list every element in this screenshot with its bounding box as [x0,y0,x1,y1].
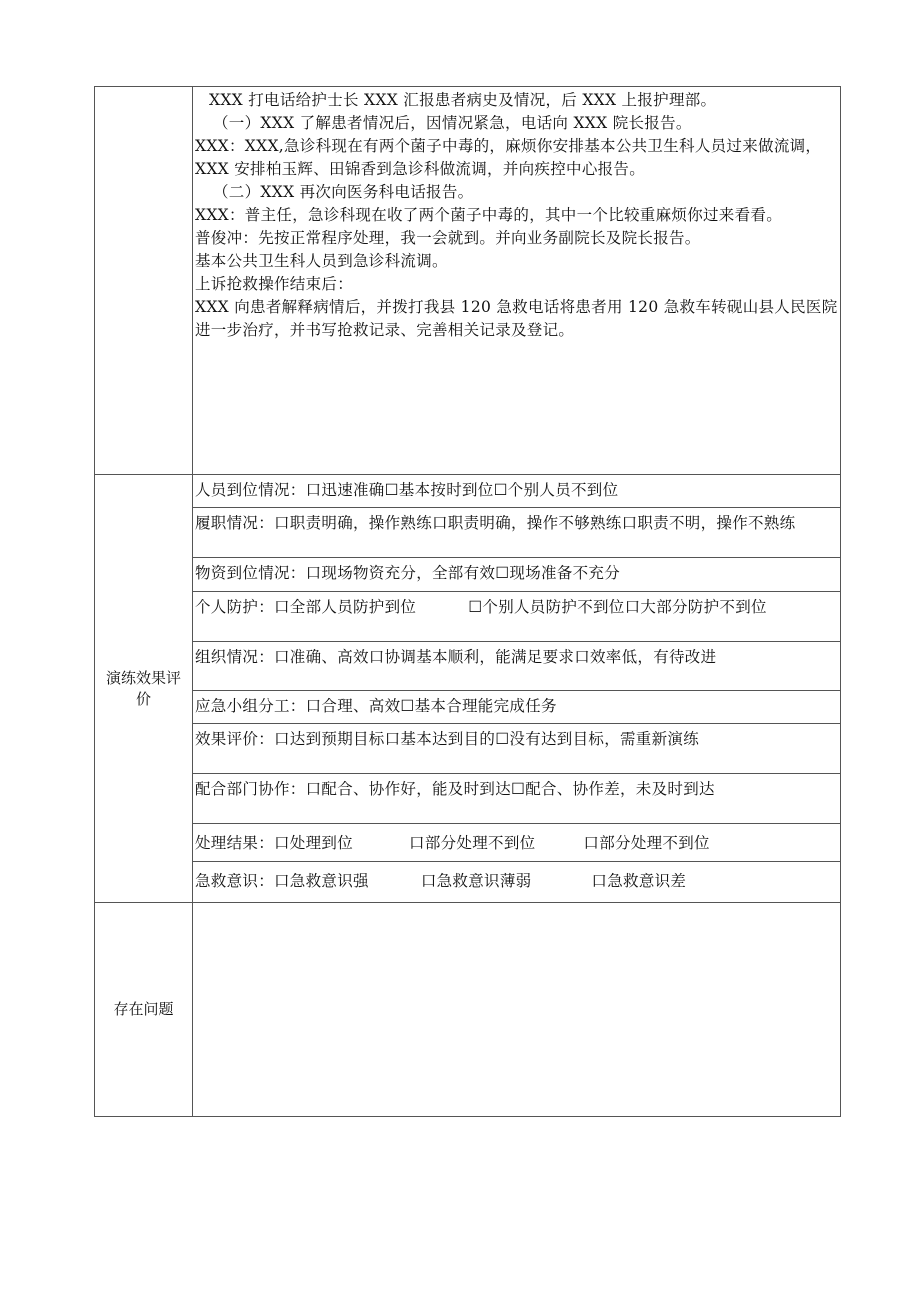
eval-handling-b: 口部分处理不到位 [409,834,536,852]
eval-awareness-b: 口急救意识薄弱 [420,872,532,890]
problems-label: 存在问题 [95,903,193,1117]
narrative-line: 普俊冲：先按正常程序处理，我一会就到。并向业务副院长及院长报告。 [195,229,701,247]
narrative-line: 基本公共卫生科人员到急诊科流调。 [195,252,448,270]
narrative-line: XXX：XXX,急诊科现在有两个菌子中毒的，麻烦你安排基本公共卫生科人员过来做流调，XXX 安排柏玉辉、田锦香到急诊科做流调，并向疾控中心报告。 [195,137,822,178]
eval-row [95,691,841,724]
narrative-line: （一）XXX 了解患者情况后，因情况紧急，电话向 XXX 院长报告。 [213,114,692,132]
eval-protection-part-b: ☐个别人员防护不到位口大部分防护不到位 [468,598,767,616]
narrative-cell [193,87,841,475]
eval-duty-performance: 履职情况：口职责明确，操作熟练口职责明确，操作不够熟练口职责不明，操作不熟练 [193,508,841,558]
eval-handling-a: 处理结果：口处理到位 [195,834,354,852]
narrative-line: 上诉抢救操作结束后： [195,275,354,293]
eval-row [95,558,841,592]
eval-handling-result [193,824,841,862]
eval-team-division: 应急小组分工：口合理、高效☐基本合理能完成任务 [193,691,841,724]
eval-row [95,774,841,824]
narrative-row [95,87,841,475]
eval-row [95,862,841,903]
eval-row [95,508,841,558]
narrative-line: XXX 向患者解释病情后，并拨打我县 120 急救电话将患者用 120 急救车转砚山县人民医院进一步治疗，并书写抢救记录、完善相关记录及登记。 [195,298,838,339]
eval-personal-protection [193,592,841,642]
eval-row [95,475,841,508]
problems-content[interactable] [193,903,841,1117]
eval-effect: 效果评价：口达到预期目标口基本达到目的☐没有达到目标，需重新演练 [193,724,841,774]
eval-organization: 组织情况：口准确、高效口协调基本顺利，能满足要求口效率低，有待改进 [193,642,841,691]
narrative-line: XXX：普主任，急诊科现在收了两个菌子中毒的，其中一个比较重麻烦你过来看看。 [195,206,783,224]
eval-row [95,824,841,862]
eval-department-coordination: 配合部门协作：口配合、协作好，能及时到达☐配合、协作差，未及时到达 [193,774,841,824]
eval-supplies: 物资到位情况：口现场物资充分，全部有效☐现场准备不充分 [193,558,841,592]
evaluation-label: 演练效果评价 [95,475,193,903]
eval-row [95,724,841,774]
eval-handling-c: 口部分处理不到位 [583,834,710,852]
eval-staff-arrival: 人员到位情况：口迅速准确☐基本按时到位☐个别人员不到位 [193,475,841,508]
problems-row [95,903,841,1117]
narrative-line: XXX 打电话给护士长 XXX 汇报患者病史及情况，后 XXX 上报护理部。 [209,91,717,109]
eval-awareness-a: 急救意识：口急救意识强 [195,872,369,890]
eval-awareness-c: 口急救意识差 [591,872,687,890]
eval-first-aid-awareness [193,862,841,903]
narrative-label-cell [95,87,193,475]
narrative-line: （二）XXX 再次向医务科电话报告。 [213,183,474,201]
drill-record-table [94,86,841,1117]
eval-row [95,642,841,691]
eval-row [95,592,841,642]
eval-protection-part-a: 个人防护：口全部人员防护到位 [195,598,417,616]
